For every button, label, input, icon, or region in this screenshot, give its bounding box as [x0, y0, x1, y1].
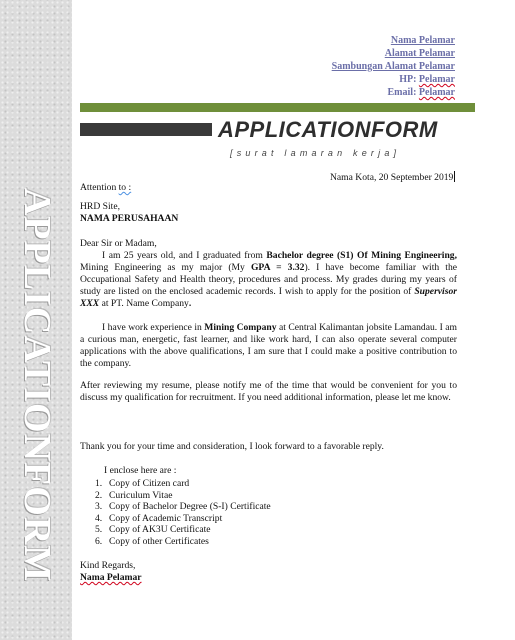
attention-prefix: Attention [80, 182, 119, 193]
applicant-email [332, 86, 455, 99]
phone-label: HP: [399, 74, 417, 85]
list-text: Curiculum Vitae [109, 489, 173, 501]
list-item [95, 490, 271, 502]
list-num: 3. [95, 501, 103, 513]
list-num: 6. [95, 535, 103, 547]
applicant-header [332, 34, 455, 99]
list-text: Copy of other Certificates [109, 535, 209, 547]
applicant-name: Nama Pelamar [390, 35, 455, 46]
closing-text: Kind Regards, [80, 560, 136, 571]
p1-gpa: GPA = 3.32 [250, 262, 305, 273]
phone-value: Pelamar [418, 74, 455, 85]
email-value: Pelamar [418, 87, 455, 98]
list-text: Copy of Academic Transcript [109, 512, 223, 524]
date-text: Nama Kota, 20 September 2019 [330, 172, 454, 183]
paragraph-1 [80, 250, 457, 310]
banner-dark-band [80, 123, 212, 136]
p1-degree: Bachelor degree (S1) Of Mining Engineering, [266, 250, 457, 261]
decorative-side-strip [0, 0, 72, 640]
signature-name: Nama Pelamar [80, 572, 142, 583]
list-item [95, 478, 271, 490]
p2-text-a: I have work experience in [102, 322, 205, 333]
applicant-address-cont: Sambungan Alamat Pelamar [331, 61, 455, 72]
banner-green-band [80, 103, 475, 112]
enclosure-list [95, 478, 271, 548]
recipient-company: NAMA PERUSAHAAN [80, 213, 179, 224]
p1-text-g: at PT. Name Company [99, 298, 189, 309]
p1-text-a: I am 25 years old, and I graduated from [102, 250, 267, 261]
salutation: Dear Sir or Madam, [80, 238, 157, 249]
list-item [95, 524, 271, 536]
list-item [95, 536, 271, 548]
p1-position: Supervisor XXX [80, 286, 457, 309]
list-num: 1. [95, 478, 103, 489]
enclose-intro: I enclose here are : [104, 465, 177, 476]
vertical-title-text: APPLICATIONFORM [16, 187, 58, 583]
list-item [95, 501, 271, 513]
recipient [80, 201, 457, 225]
p2-text-c: at Central Kalimantan jobsite Lamandau. I am a curious man, energetic, fast learner, and like work hard, I can also operate several computer applications with the above qualifications, I am sure that I could make a positive contribution to the company. [80, 322, 457, 369]
banner-subtitle: [surat lamaran kerja] [230, 148, 401, 158]
applicant-address: Alamat Pelamar [384, 48, 455, 59]
list-item [95, 513, 271, 525]
paragraph-4: Thank you for your time and consideration, I look forward to a favorable reply. [80, 441, 384, 452]
list-text: Copy of AK3U Certificate [109, 524, 211, 536]
banner-title: APPLICATIONFORM [218, 117, 438, 142]
p1-text-h: . [188, 298, 192, 309]
attention-line [80, 182, 457, 194]
attention-word: to : [118, 182, 132, 193]
text-cursor [454, 171, 455, 182]
applicant-phone [332, 73, 455, 86]
email-label: Email: [387, 87, 417, 98]
p2-company: Mining Company [204, 322, 277, 333]
list-num: 2. [95, 489, 103, 501]
list-num: 4. [95, 512, 103, 524]
paragraph-3: After reviewing my resume, please notify me of the time that would be convenient for you to discuss my qualification for recruitment. If you need additional information, please let me know. [80, 380, 457, 403]
recipient-line1: HRD Site, [80, 201, 120, 212]
list-text: Copy of Bachelor Degree (S-I) Certificate [109, 501, 271, 513]
list-num: 5. [95, 524, 103, 536]
p1-text-e: ). I have become familiar with the Occupational Safety and Health theory, procedures and process. My grades during my years of study are listed on the enclosed academic records. I wish to apply for the position of [80, 262, 458, 297]
closing [80, 560, 457, 584]
list-text: Copy of Citizen card [109, 478, 190, 489]
vertical-title [4, 170, 70, 600]
p1-text-c: Mining Engineering as my major (My [80, 262, 251, 273]
paragraph-2 [80, 322, 457, 370]
